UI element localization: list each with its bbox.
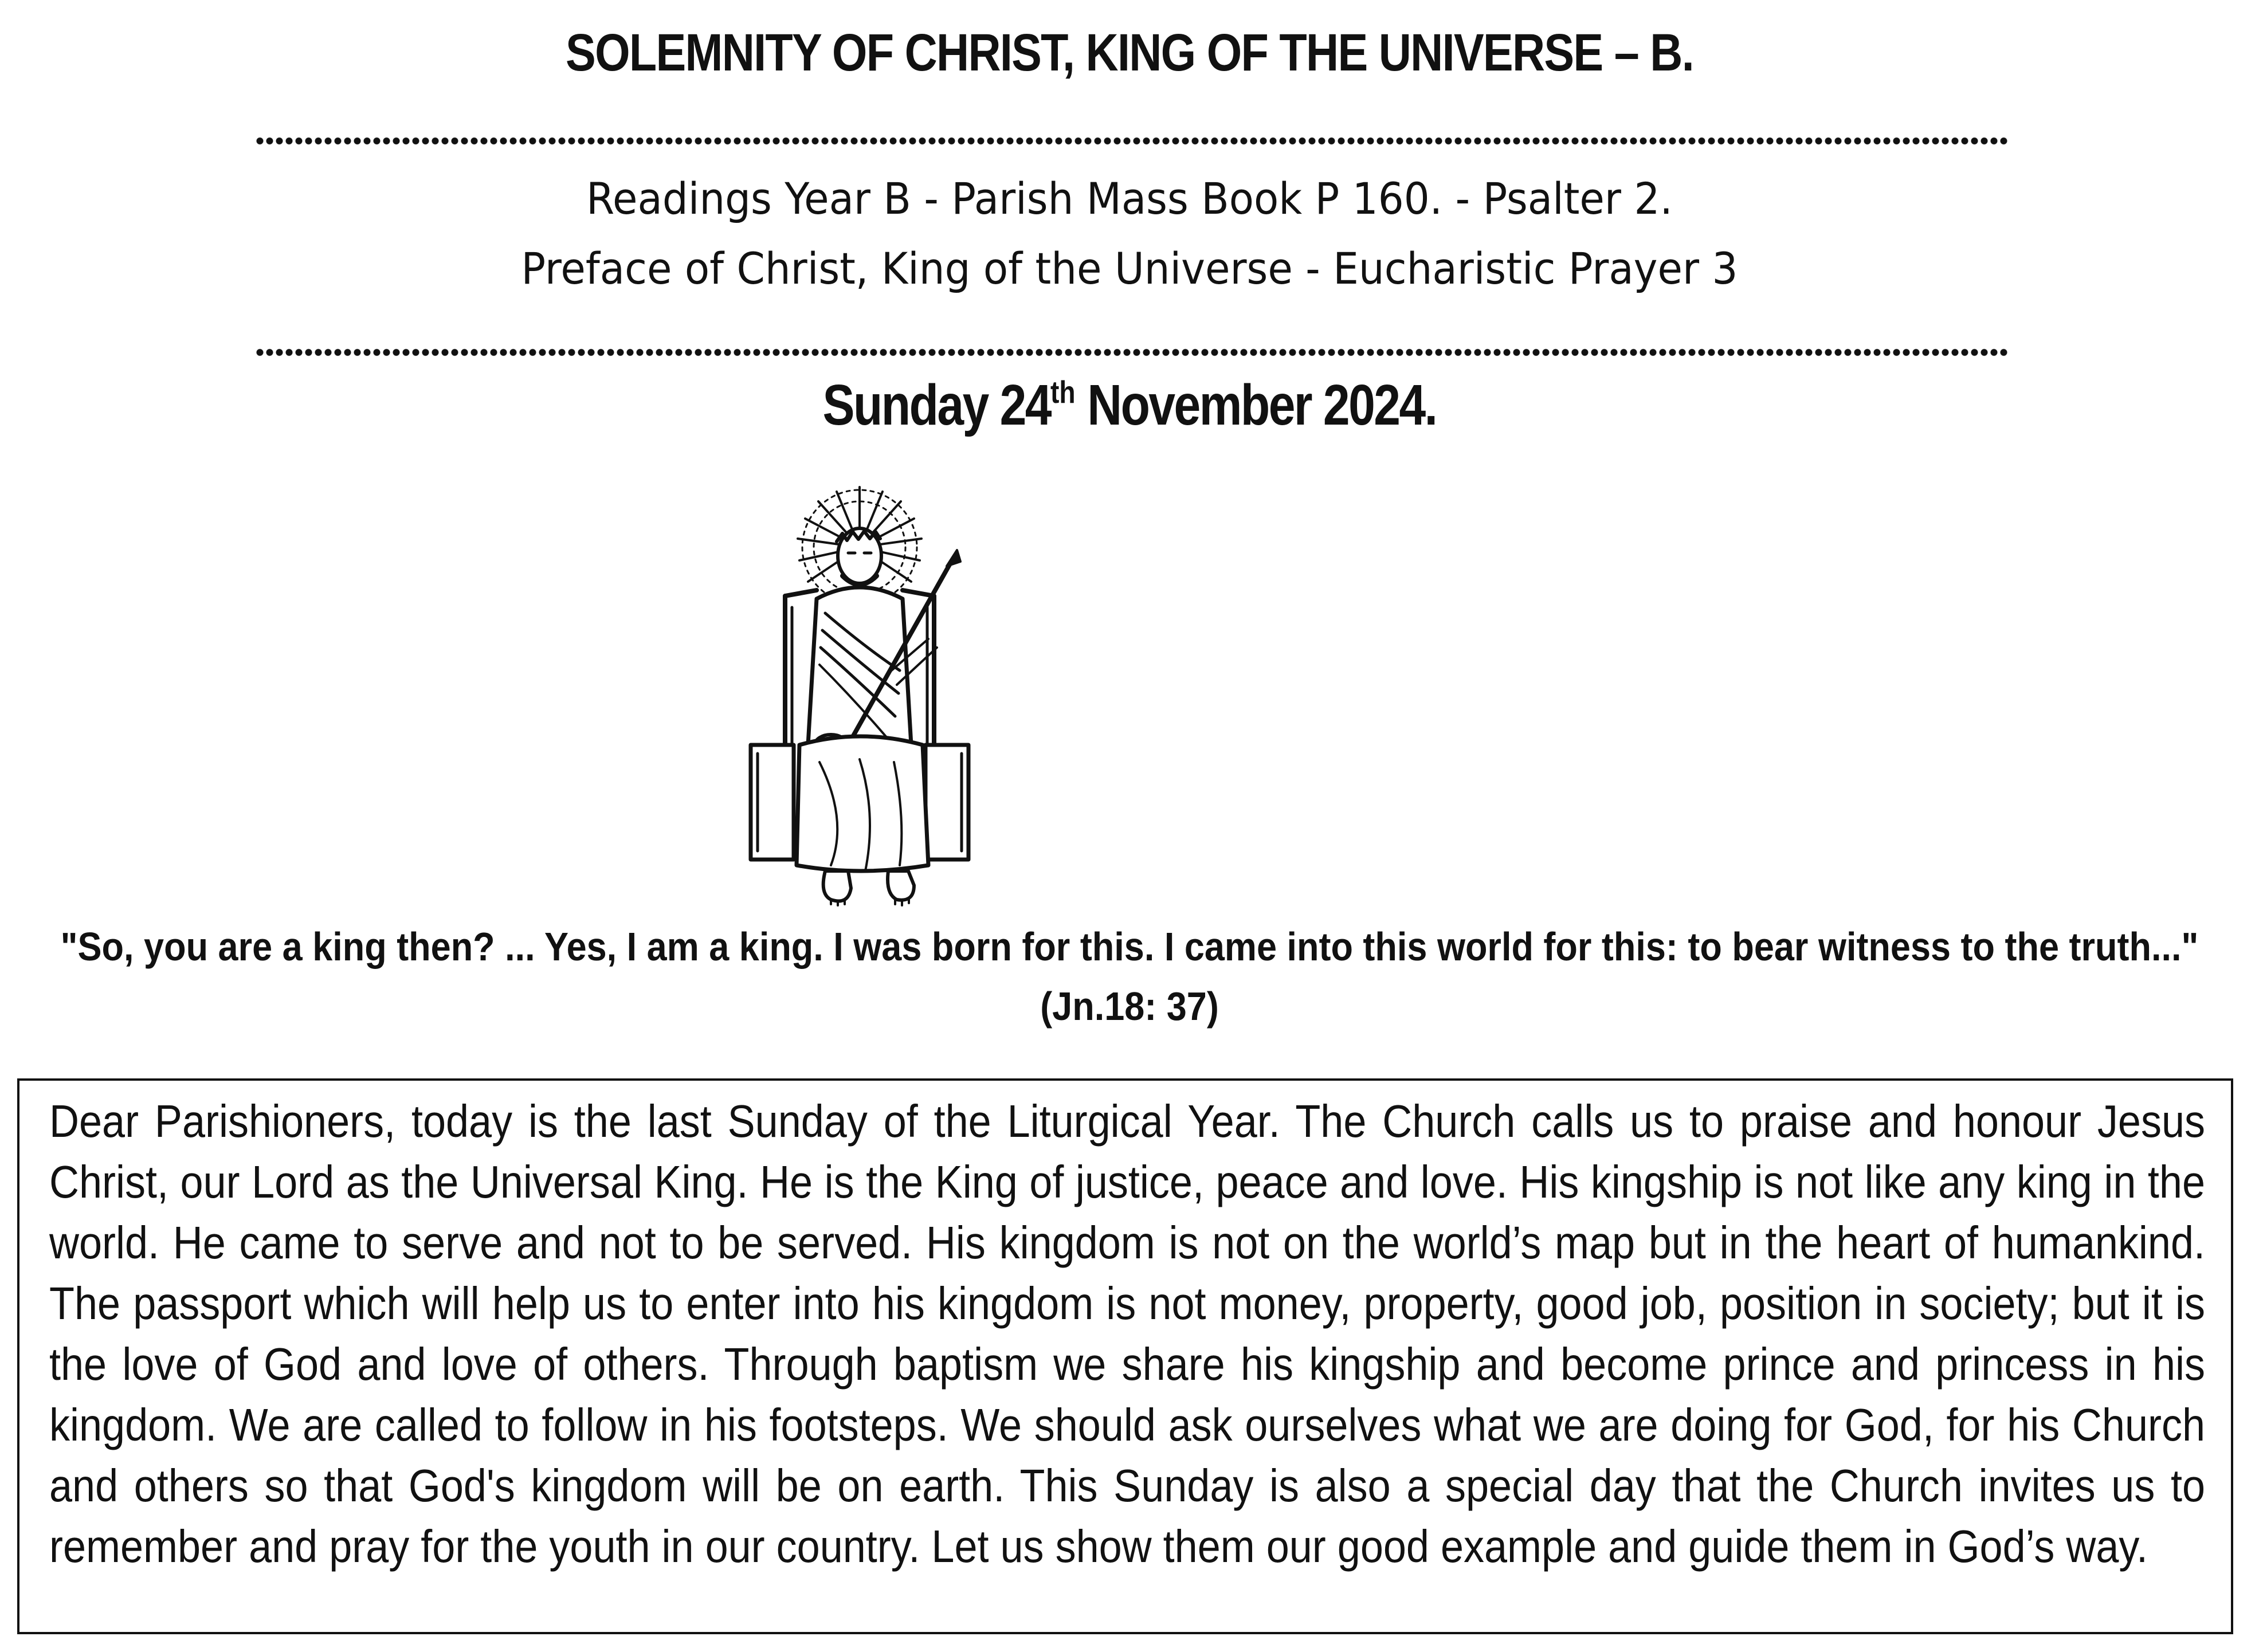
christ-the-king-enthroned-icon xyxy=(745,476,997,911)
preface-line: Preface of Christ, King of the Universe - Eucharistic Prayer 3 xyxy=(521,243,1738,294)
page-title: SOLEMNITY OF CHRIST, KING OF THE UNIVERSE – B. xyxy=(566,23,1693,82)
dotted-divider-bottom xyxy=(255,348,2009,357)
scripture-quote xyxy=(46,917,2213,1036)
date-prefix: Sunday 24 xyxy=(822,373,1050,437)
readings-line: Readings Year B - Parish Mass Book P 160. - Psalter 2. xyxy=(586,173,1673,224)
service-date xyxy=(181,372,2078,438)
scripture-quote-text: "So, you are a king then? ... Yes, I am a king. I was born for this. I came into this world for this: to bear witness to the truth..." (Jn.18: 37) xyxy=(60,924,2199,1029)
message-box xyxy=(17,1078,2233,1634)
date-rest: November 2024. xyxy=(1075,373,1437,437)
dotted-divider-top xyxy=(255,136,2009,146)
message-body-text: Dear Parishioners, today is the last Sunday of the Liturgical Year. The Church calls us to praise and honour Jesus Christ, our Lord as the Universal King. He is the King of justice, peace and love. His kingship is not like any king in the world. He came to serve and not to be served. His kingdom is not on the world’s map but in the heart of humankind. The passport which will help us to enter into his kingdom is not money, property, good job, position in society; but it is the love of God and love of others. Through baptism we share his kingship and become prince and princess in his kingdom. We are called to follow in his footsteps. We should ask ourselves what we are doing for God, for his Church and others so that God's kingdom will be on earth. This Sunday is also a special day that the Church invites us to remember and pray for the youth in our country. Let us show them our good example and guide them in God’s way. xyxy=(49,1096,2205,1572)
date-ordinal-suffix: th xyxy=(1050,374,1076,410)
message-body xyxy=(49,1091,2204,1577)
